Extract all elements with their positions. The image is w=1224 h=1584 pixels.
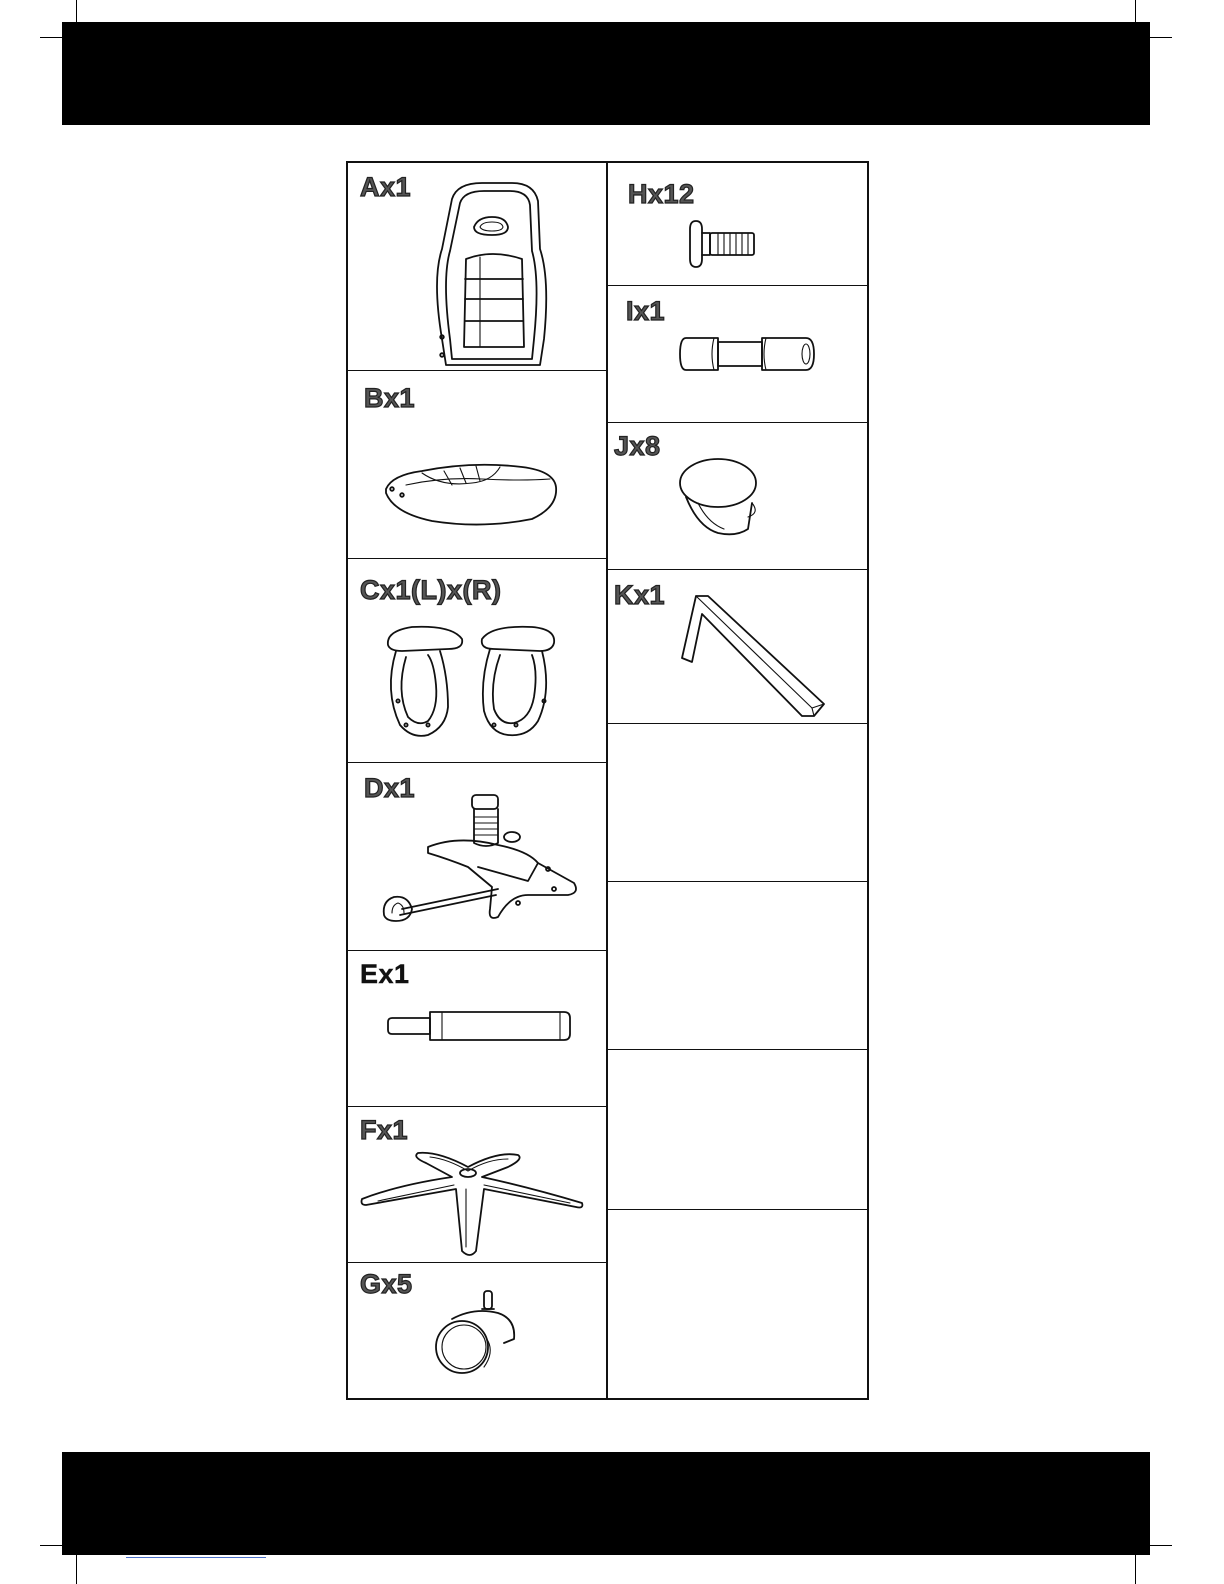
part-label-j: Jx8 [614,431,661,461]
seat-back-icon [422,179,562,369]
part-label-b: Bx1 [364,383,416,413]
empty-cell [608,724,867,882]
tilt-mechanism-icon [378,791,578,921]
crop-mark [40,37,76,38]
part-label-e: Ex1 [360,959,410,989]
part-label-a: Ax1 [360,172,412,202]
part-label-g: Gx5 [360,1269,413,1299]
part-cell-h [608,163,867,286]
part-label-k: Kx1 [614,580,666,610]
empty-cell [608,1210,867,1400]
part-label-c: Cx1(L)x(R) [360,575,502,605]
part-cell-e [348,951,606,1107]
empty-cell [608,1050,867,1210]
connector-tube-icon [678,334,818,374]
part-cell-k [608,570,867,724]
part-label-f: Fx1 [360,1115,409,1145]
part-cell-c [348,559,606,763]
caster-icon [434,1289,524,1379]
part-label-h: Hx12 [628,179,695,209]
crop-mark [76,1546,77,1584]
seat-cushion-icon [382,459,562,529]
part-cell-b [348,371,606,559]
footer-bar [62,1452,1150,1555]
empty-cell [608,882,867,1050]
part-cell-a [348,163,606,371]
cover-cap-icon [678,457,768,537]
crop-mark [40,1545,76,1546]
bolt-icon [688,219,758,269]
allen-key-icon [678,592,828,722]
gas-lift-icon [386,1006,576,1046]
crop-mark [76,0,77,36]
crop-mark [1135,0,1136,36]
part-label-d: Dx1 [364,773,416,803]
part-cell-j [608,423,867,570]
crop-mark [1135,1546,1136,1584]
header-bar [62,22,1150,125]
part-cell-g [348,1263,606,1400]
star-base-icon [358,1149,588,1259]
footer-underline [126,1557,266,1558]
part-cell-f [348,1107,606,1263]
crop-mark [1136,1545,1172,1546]
part-cell-i [608,286,867,423]
part-label-i: Ix1 [626,296,666,326]
part-cell-d [348,763,606,951]
crop-mark [1136,37,1172,38]
armrest-icon [382,621,562,741]
